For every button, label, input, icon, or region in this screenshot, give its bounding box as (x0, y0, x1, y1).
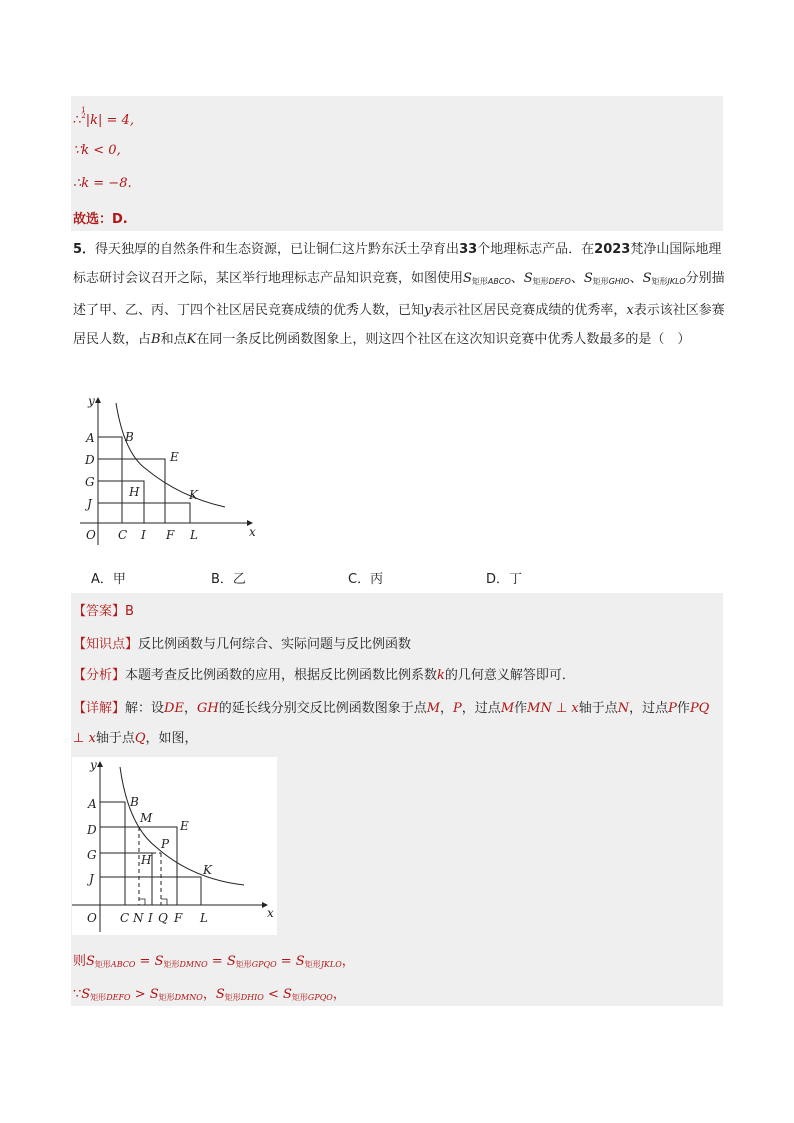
solution-choice: 故选：D. (73, 212, 128, 227)
label-g: G (87, 848, 97, 862)
label-n: N (133, 911, 144, 925)
solution-line-1: ∴ 1 2 |k| = 4, (73, 106, 134, 128)
label-l: L (190, 528, 198, 542)
option-a[interactable]: A．甲 (91, 572, 126, 587)
label-c: C (120, 911, 130, 925)
label-h: H (129, 485, 140, 499)
label-e: E (170, 450, 179, 464)
label-a: A (88, 797, 97, 811)
label-f: F (166, 528, 175, 542)
option-b[interactable]: B．乙 (211, 572, 246, 587)
label-y: y (88, 394, 95, 408)
label-o: O (87, 911, 97, 925)
rect-jklo (100, 877, 201, 905)
label-x: x (249, 525, 256, 539)
label-d: D (87, 823, 97, 837)
figure-2-graph (72, 757, 277, 935)
label-f: F (174, 911, 183, 925)
detail-block: 【详解】解：设DE，GH的延长线分别交反比例函数图象于点M，P，过点M作MN ⊥ x轴于点N，过点P作PQ ⊥ x轴于点Q，如图， (73, 701, 710, 746)
label-i: I (148, 911, 153, 925)
solution-line-3: ∴k = −8. (73, 176, 132, 191)
label-g: G (85, 475, 95, 489)
label-k: K (203, 863, 212, 877)
answer-line: 【答案】B (73, 604, 134, 619)
label-l: L (200, 911, 208, 925)
conclusion-line-2: $\because S_{矩形DEFO} > S_{矩形DMNO}$，$S_{矩形DHIO} < S_{矩形GPQO}$， (73, 987, 346, 1002)
question-5: 5．得天独厚的自然条件和生态资源，已让铜仁这片黔东沃土孕育出33个地理标志产品．在2023梵净山国际地理标志研讨会议召开之际，某区举行地理标志产品知识竞赛，如图使用$S_{矩形ABCO}$、$S_{矩形DEFO}$、$S_{矩形GHIO}$、$S_{矩形JKLO}$分别描述了甲、乙、丙、丁四个社区居民竞赛成绩的优秀人数，已知y表示社区居民竞赛成绩的优秀率，x表示该社区参赛居民人数，占B和点K在同一条反比例函数图象上，则这四个社区在这次知识竞赛中优秀人数最多的是（ ） (73, 242, 725, 347)
label-h: H (141, 853, 152, 867)
label-p: P (161, 837, 170, 851)
label-m: M (140, 811, 153, 825)
label-j: J (87, 497, 92, 511)
label-i: I (141, 528, 146, 542)
label-e: E (180, 819, 189, 833)
solution-line-2: ∵k < 0, (73, 143, 121, 158)
label-o: O (86, 528, 96, 542)
label-k: K (189, 488, 198, 502)
solution-tail-block (71, 96, 723, 231)
label-y: y (90, 758, 97, 772)
label-x: x (267, 906, 274, 920)
label-j: J (89, 872, 94, 886)
option-d[interactable]: D．丁 (486, 572, 523, 587)
option-c[interactable]: C．丙 (348, 572, 384, 587)
label-b: B (125, 430, 134, 444)
conclusion-line-1: 则$S_{矩形ABCO} = S_{矩形DMNO} = S_{矩形GPQO} = S_{矩形JKLO}$， (73, 954, 355, 969)
right-angle-q (161, 899, 167, 905)
right-angle-n (139, 899, 145, 905)
figure-1-graph (80, 393, 265, 548)
knowledge-line: 【知识点】反比例函数与几何综合、实际问题与反比例函数 (73, 637, 412, 652)
label-d: D (85, 453, 95, 467)
rect-abco (98, 437, 122, 523)
label-c: C (118, 528, 128, 542)
analysis-line: 【分析】本题考查反比例函数的应用，根据反比例函数比例系数k的几何意义解答即可． (73, 668, 575, 683)
label-q: Q (158, 911, 168, 925)
label-a: A (86, 431, 95, 445)
label-b: B (130, 795, 139, 809)
